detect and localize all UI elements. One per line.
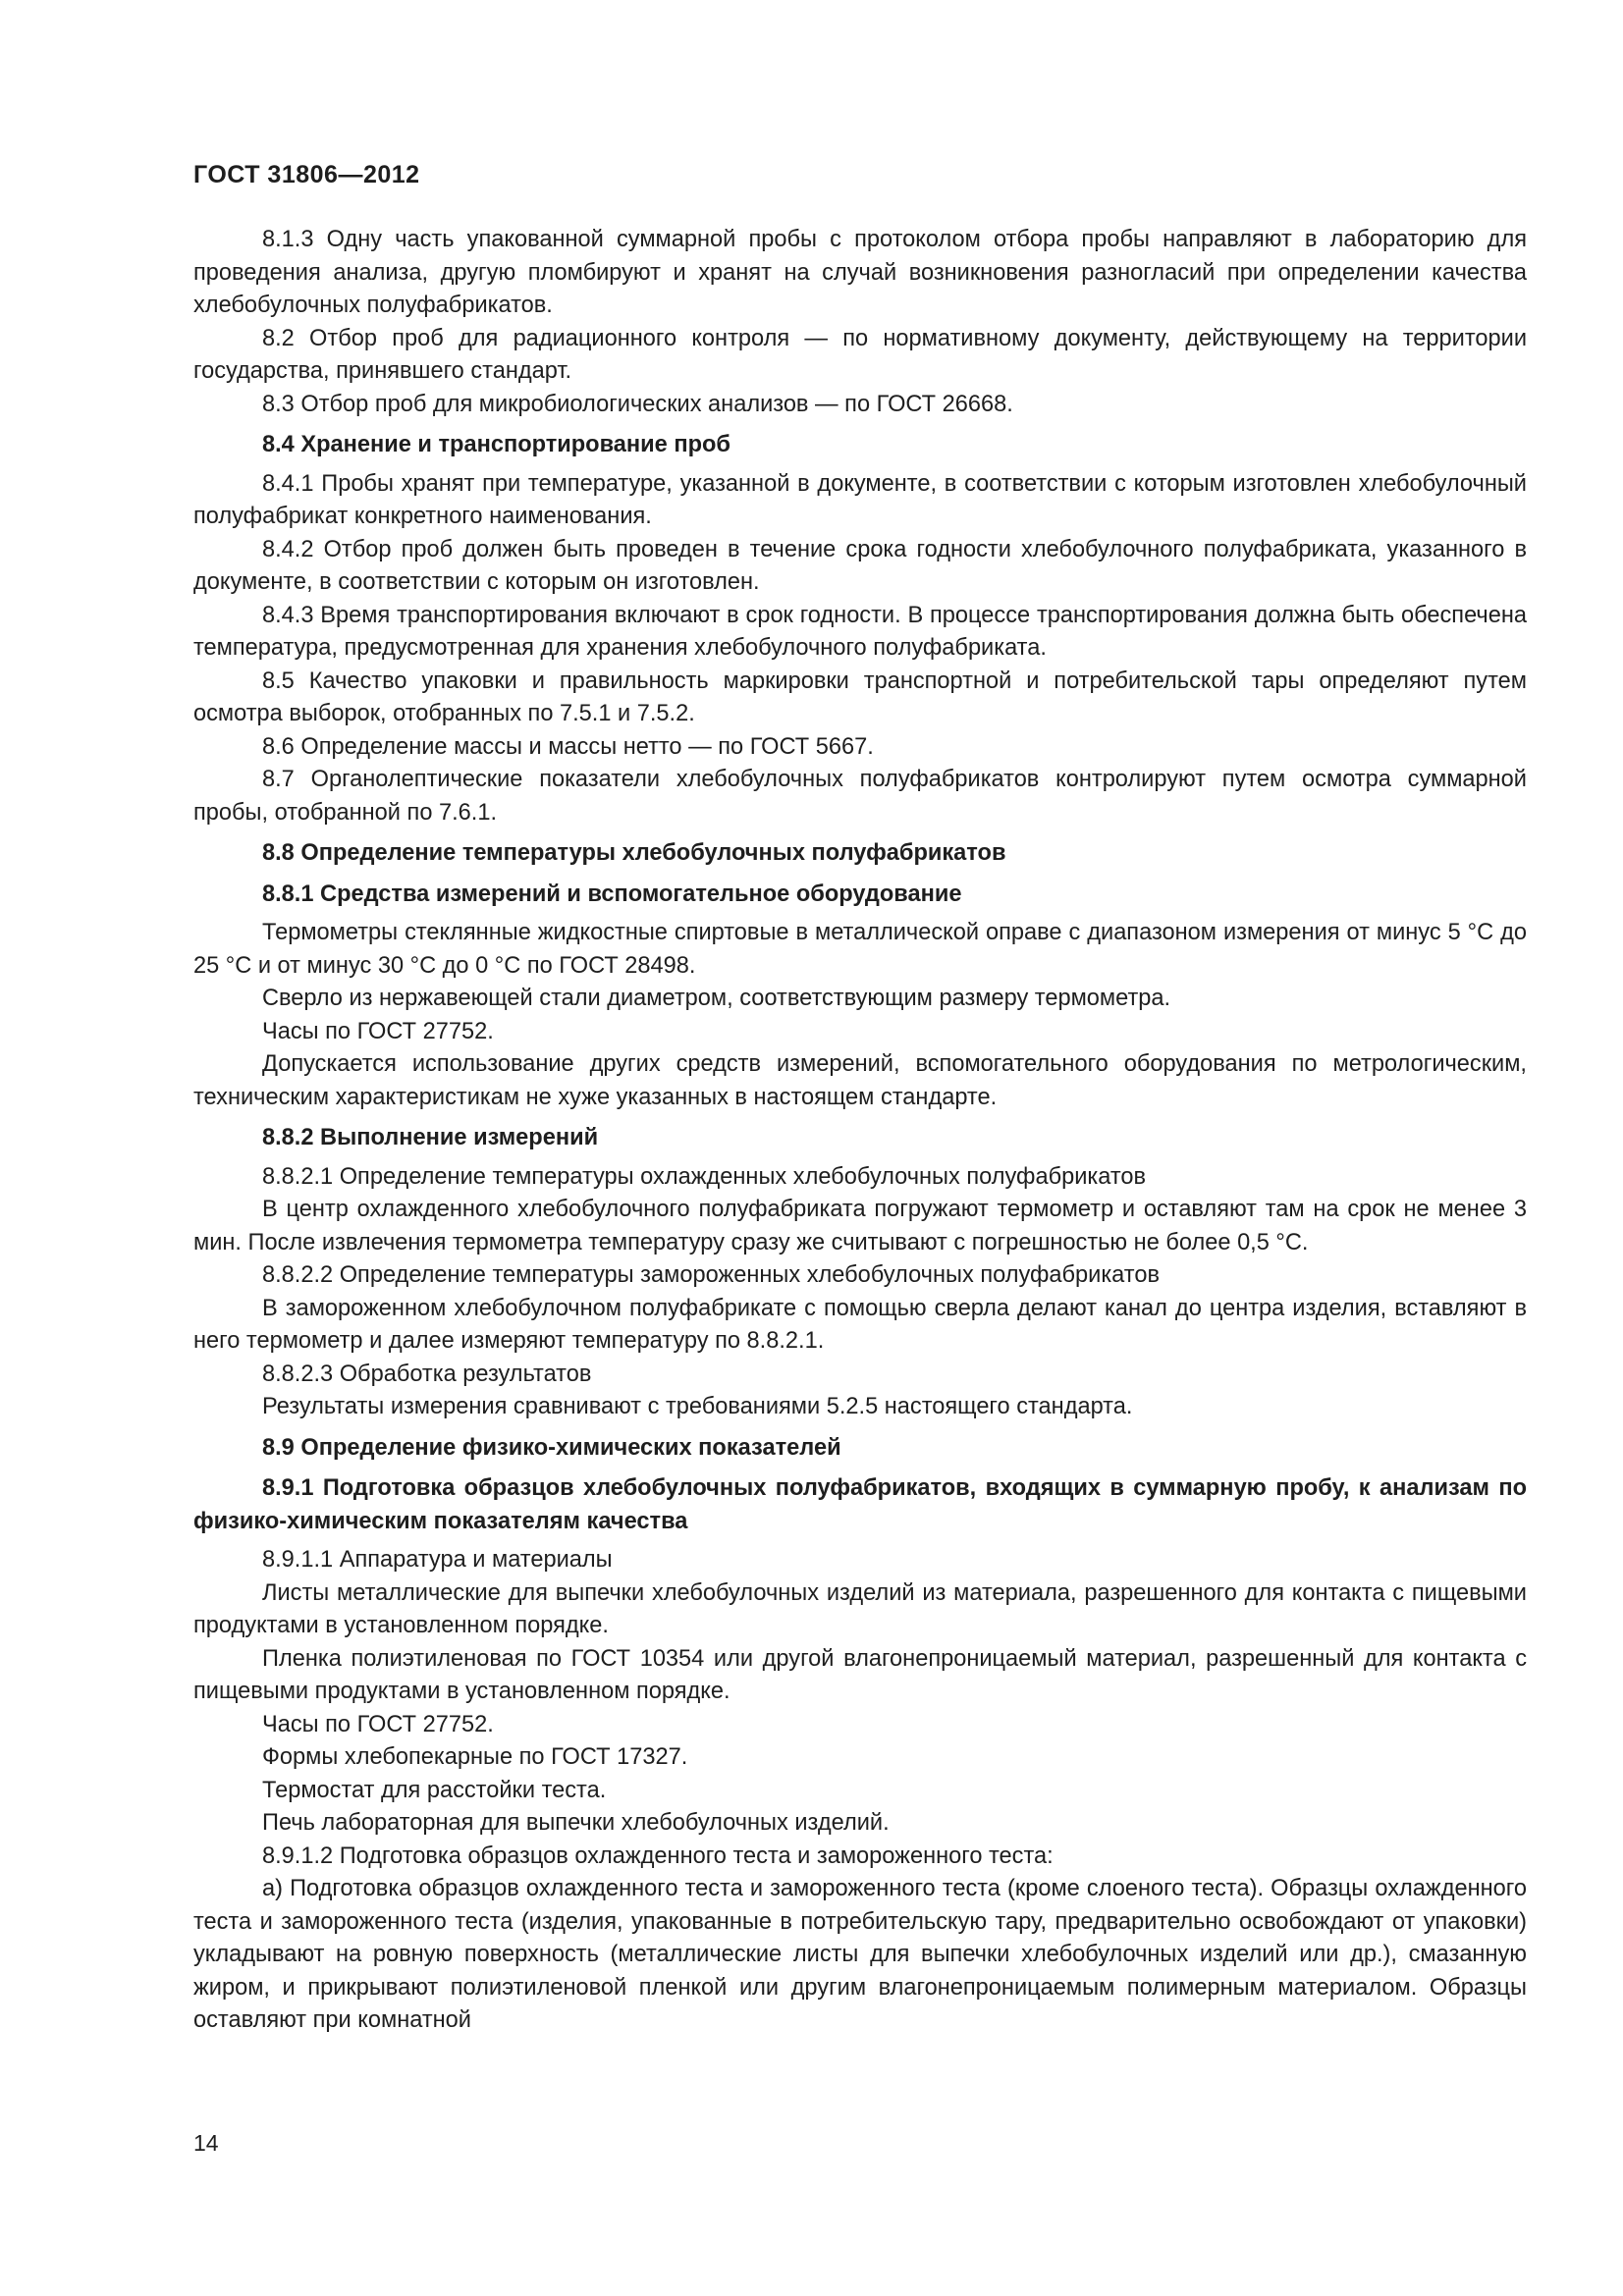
- document-body: [193, 224, 1527, 2038]
- paragraph: 8.5 Качество упаковки и правильность маркировки транспортной и потребительской тары определяют путем осмотра выборок, отобранных по 7.5.1 и 7.5.2.: [193, 667, 1527, 726]
- section-heading: 8.9 Определение физико-химических показателей: [262, 1434, 841, 1461]
- paragraph: 8.6 Определение массы и массы нетто — по ГОСТ 5667.: [262, 733, 874, 760]
- paragraph: Пленка полиэтиленовая по ГОСТ 10354 или другой влагонепроницаемый материал, разрешенный для контакта с пищевыми продуктами в установленном порядке.: [193, 1645, 1527, 1704]
- paragraph: 8.9.1.1 Аппаратура и материалы: [262, 1547, 613, 1573]
- section-heading: 8.8.1 Средства измерений и вспомогательное оборудование: [262, 881, 962, 907]
- section-heading: 8.8.2 Выполнение измерений: [262, 1125, 599, 1150]
- paragraph: 8.4.1 Пробы хранят при температуре, указанной в документе, в соответствии с которым изготовлен хлебобулочный полуфабрикат конкретного наименования.: [193, 470, 1527, 529]
- paragraph: 8.2 Отбор проб для радиационного контроля — по нормативному документу, действующему на территории государства, принявшего стандарт.: [193, 325, 1527, 384]
- paragraph: Листы металлические для выпечки хлебобулочных изделий из материала, разрешенного для контакта с пищевыми продуктами в установленном порядке.: [193, 1579, 1527, 1638]
- document-header-title: ГОСТ 31806—2012: [193, 161, 420, 188]
- paragraph: В центр охлажденного хлебобулочного полуфабриката погружают термометр и оставляют там на срок не менее 3 мин. После извлечения термометра температуру сразу же считывают с погрешностью не более 0,5 °С.: [193, 1197, 1527, 1255]
- paragraph: В замороженном хлебобулочном полуфабрикате с помощью сверла делают канал до центра изделия, вставляют в него термометр и далее измеряют температуру по 8.8.2.1.: [193, 1295, 1527, 1354]
- section-heading: 8.8 Определение температуры хлебобулочных полуфабрикатов: [262, 840, 1006, 866]
- paragraph: Результаты измерения сравнивают с требованиями 5.2.5 настоящего стандарта.: [262, 1394, 1133, 1419]
- paragraph: Формы хлебопекарные по ГОСТ 17327.: [262, 1744, 688, 1770]
- paragraph: Допускается использование других средств измерений, вспомогательного оборудования по метрологическим, техническим характеристикам не хуже указанных в настоящем стандарте.: [193, 1051, 1527, 1110]
- paragraph: а) Подготовка образцов охлажденного теста и замороженного теста (кроме слоеного теста). Образцы охлажденного теста и замороженного теста (изделия, упакованные в потребительскую тару, предварительно освобождают от упаковки) укладывают на ровную поверхность (металлические листы для выпечки хлебобулочных изделий или др.), смазанную жиром, и прикрывают полиэтиленовой пленкой или другим влагонепроницаемым полимерным материалом. Образцы оставляют при комнатной: [193, 1876, 1527, 2033]
- paragraph: 8.1.3 Одну часть упакованной суммарной пробы с протоколом отбора пробы направляют в лабораторию для проведения анализа, другую пломбируют и хранят на случай возникновения разногласий при определении качества хлебобулочных полуфабрикатов.: [193, 227, 1527, 318]
- paragraph: 8.8.2.3 Обработка результатов: [262, 1361, 592, 1387]
- paragraph: 8.4.3 Время транспортирования включают в срок годности. В процессе транспортирования должна быть обеспечена температура, предусмотренная для хранения хлебобулочного полуфабриката.: [193, 602, 1527, 661]
- paragraph: Сверло из нержавеющей стали диаметром, соответствующим размеру термометра.: [262, 986, 1171, 1011]
- section-heading: 8.9.1 Подготовка образцов хлебобулочных полуфабрикатов, входящих в суммарную пробу, к анализам по физико-химическим показателям качества: [193, 1475, 1527, 1534]
- page-number: 14: [193, 2130, 219, 2156]
- paragraph: Термометры стеклянные жидкостные спиртовые в металлической оправе с диапазоном измерения от минус 5 °С до 25 °С и от минус 30 °С до 0 °С по ГОСТ 28498.: [193, 920, 1527, 979]
- paragraph: Термостат для расстойки теста.: [262, 1777, 607, 1803]
- paragraph: 8.8.2.2 Определение температуры замороженных хлебобулочных полуфабрикатов: [262, 1262, 1160, 1288]
- paragraph: 8.7 Органолептические показатели хлебобулочных полуфабрикатов контролируют путем осмотра суммарной пробы, отобранной по 7.6.1.: [193, 767, 1527, 826]
- section-heading: 8.4 Хранение и транспортирование проб: [262, 432, 730, 457]
- paragraph: Часы по ГОСТ 27752.: [262, 1018, 494, 1044]
- paragraph: 8.9.1.2 Подготовка образцов охлажденного теста и замороженного теста:: [262, 1842, 1054, 1869]
- paragraph: Печь лабораторная для выпечки хлебобулочных изделий.: [262, 1810, 890, 1836]
- paragraph: 8.4.2 Отбор проб должен быть проведен в течение срока годности хлебобулочного полуфабриката, указанного в документе, в соответствии с которым он изготовлен.: [193, 536, 1527, 595]
- paragraph: Часы по ГОСТ 27752.: [262, 1711, 494, 1737]
- paragraph: 8.3 Отбор проб для микробиологических анализов — по ГОСТ 26668.: [262, 391, 1013, 417]
- paragraph: 8.8.2.1 Определение температуры охлажденных хлебобулочных полуфабрикатов: [262, 1163, 1147, 1190]
